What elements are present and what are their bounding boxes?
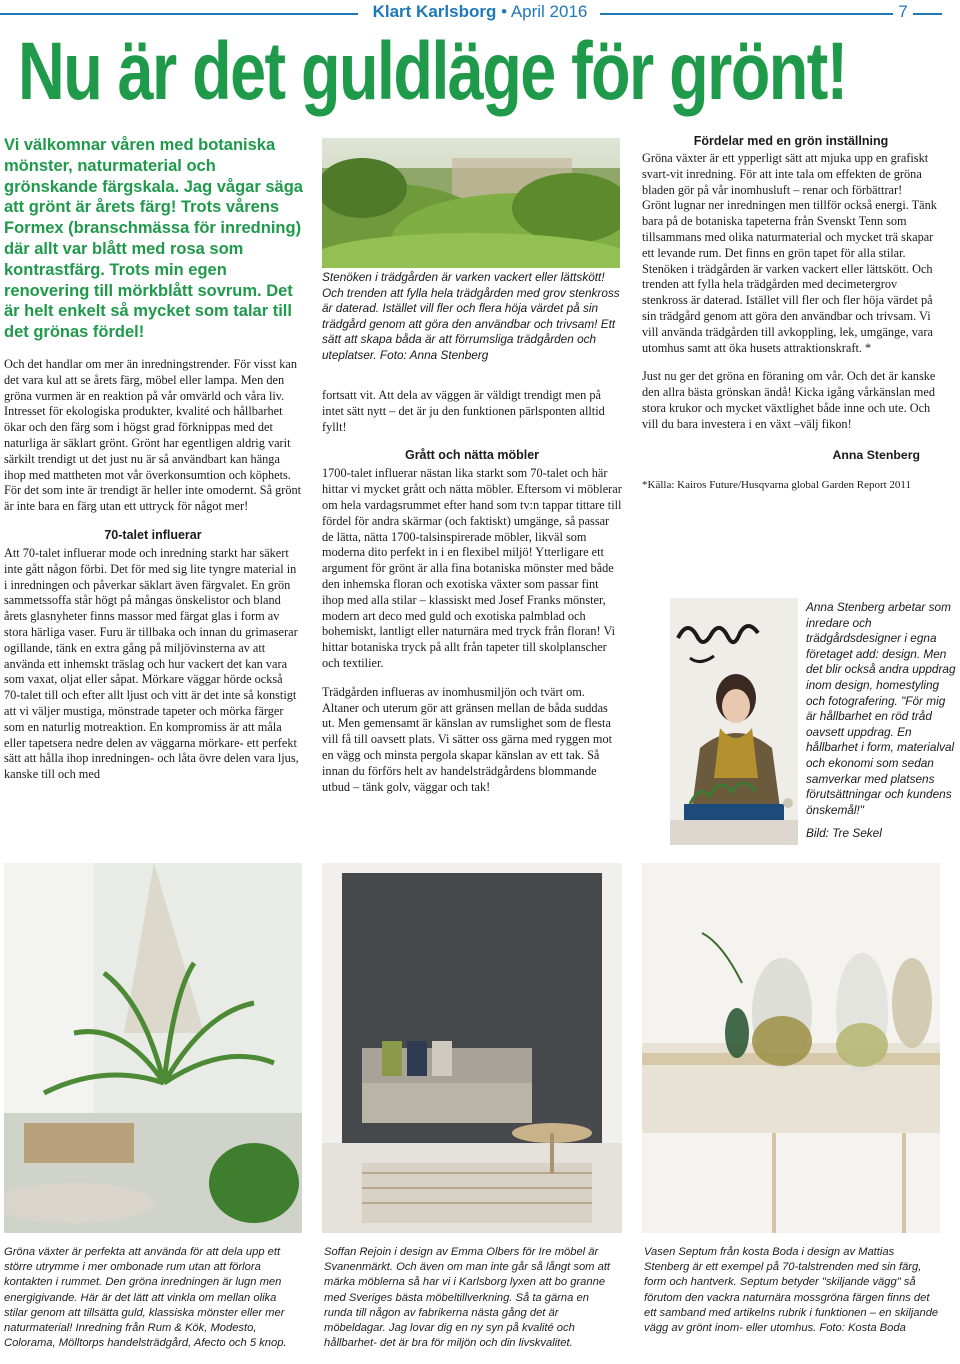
- sofa-photo: [322, 863, 622, 1233]
- col2-subhead: Grått och nätta möbler: [404, 448, 540, 463]
- col3-paragraph-4: Just nu ger det gröna en föraning om vår. Och det är kanske den allra bästa grönskan ändå! Kicka igång vårkänslan med stora krukor och mycket växtlighet både inne och ute. Och vill du bara investera i en växt –välj fikon!: [642, 369, 936, 431]
- header-rule-right: [600, 13, 942, 15]
- vase-image: [642, 863, 940, 1233]
- vase-photo: [642, 863, 940, 1233]
- author-name: Anna Stenberg: [832, 447, 920, 462]
- col3-subhead: Fördelar med en grön inställning: [693, 134, 889, 148]
- sofa-image: [322, 863, 622, 1233]
- header-rule-left: [0, 13, 358, 15]
- header-bullet: •: [501, 2, 508, 21]
- col2-paragraph-1: fortsatt vit. Att dela av väggen är väldigt trendigt men på intet sätt nytt – det är ju den funktionen pärlsponten alltid fyllt!: [322, 388, 605, 434]
- page-number: 7: [893, 2, 913, 22]
- caption-bottom-right: Vasen Septum från kosta Boda i design av Mattias Stenberg är ett exempel på 70-talstrenden med sin färg, form och hantverk. Septum betyder "skiljande vägg" så förutom den vackra naturnära mossgröna färgen finns det ett samband med artikelns rubrik i funktionen – en skiljande vägg av grönt inom- eller utomhus. Foto: Kosta Boda: [644, 1246, 939, 1335]
- col1-subhead: 70-talet influerar: [104, 527, 202, 542]
- portrait-photo: [670, 598, 798, 845]
- col2-paragraph-2: 1700-talet influerar nästan lika starkt som 70-talet och här hittar vi mycket grått och nätta möbler. Eftersom vi möblerar om hela vardagsrummet efter hand som tv:n tappar tittare till fördel för andra skärmar (och faktiskt) umgänge, så passar de lätta, nätta 1700-talsinspirerade möbler, likväl som moderna dito perfekt in i en flexibel miljö! Ytterligare ett argument för grönt är alla fina botaniska mönster med både den inhemska floran och exotiska växter som passar fint ihop med alla stilar – klassiskt med Josef Franks mönster, modern art deco med guld och exotiska palmblad och bohemiskt, lantligt eller naturnära med tryck från floran! Vi hittar botaniska tryck på allt från tapeter till skolplanscher och textilier.: [322, 466, 622, 670]
- portrait-image: [670, 598, 798, 845]
- portrait-credit: Bild: Tre Sekel: [806, 826, 882, 841]
- garden-photo: [322, 138, 620, 268]
- lead-paragraph: Vi välkomnar våren med botaniska mönster, naturmaterial och grönskande färgskala. Jag vågar säga att grönt är årets färg! Trots vårens Formex (branschmässa för inredning) där allt var blått med rosa som kontrastfärg. Trots min egen renovering till mörkblått sovrum. Det är helt enkelt så mycket som talar till det grönas fördel!: [4, 136, 303, 342]
- column-3: [642, 134, 940, 494]
- portrait-caption-text: Anna Stenberg arbetar som inredare och trädgårdsdesigner i egna företaget add: design. Men det blir också andra uppdrag inom design, homestyling och fotografering. "För mig är hållbarhet en röd tråd oavsett uppdrag. En hållbarhet i form, materialval och ekonomi som sedan samverkar med platsens förutsättningar och kundens önskemål!": [806, 600, 956, 817]
- column-2: [322, 388, 622, 808]
- col1-paragraph-1: Och det handlar om mer än inredningstrender. För visst kan det vara kul att se årets färg, möbel eller lampa. Men den gröna vurmen är en reaktion på vår omvärld och våra liv. Intresset för ekologiska produkter, kvalité och hållbarhet ökar och den färg som i högst grad förknippas med det naturliga är säklart grönt. Grönt har egentligen aldrig varit särkilt trendigt ut det just nu är så användbart kan hänga ihop med mattheten mot vår överkonsumtion och köphets. För det som inte är trendigt är heller inte omodernt. Så grönt är inte bara en färg utan ett uttryck för något mer!: [4, 357, 302, 514]
- portrait-caption: [806, 600, 956, 842]
- publication-name: Klart Karlsborg: [372, 2, 497, 21]
- col3-paragraph-2: Grönt lugnar ner inredningen men tillför också energi. Tänk bara på de botaniska tapeterna från Svenskt Tenn som tillsammans med olika naturmaterial och mycket trä skapar ett levande rum. Det finns en grön tapet för alla stilar.: [642, 198, 937, 260]
- column-1: [4, 357, 302, 796]
- caption-bottom-left: Gröna växter är perfekta att använda för att dela upp ett större utrymme i mer ombonade rum utan att förlora kontakten i rummet. Den gröna inredningen är lugn men energigivande. Här är det lätt att vinkla om mellan olika stilar genom att tillsätta guld, klassiska mönster eller mer naturmaterial! Inredning från Rum & Kök, Modesto, Colorama, Mölltorps handelsträdgård, Afecto och 5 knop.: [4, 1246, 287, 1350]
- headline: Nu är det guldläge för grönt!: [18, 26, 847, 117]
- source-footnote: *Källa: Kairos Future/Husqvarna global Garden Report 2011: [642, 479, 912, 492]
- col2-paragraph-3: Trädgården influeras av inomhusmiljön och tvärt om. Altaner och uterum gör att gränsen mellan de båda suddas ut. Men gemensamt är känslan av rumslighet som de flesta vill få till oavsett plats. Vi sätter oss gärna med ryggen mot en vägg och minsta pergola skapar känslan av ett tak. Så innan du förförs helt av handelsträdgårdens blommande utbud – tänk golv, väggar och tak!: [322, 684, 613, 794]
- garden-image: [322, 138, 620, 268]
- col1-paragraph-2: Att 70-talet influerar mode och inredning starkt har säkert inte gått någon förbi. Det för med sig lite tyngre material in i inredningen och påverkar säklart även färgvalet. En grön sammetssoffa står högt på mångas önskelistor och bland årets glasnyheter finns massor med färgat glas i form av stora härliga vaser. Furu är tillbaka och innan du grimaserar ogillande, tänk en extra gång på miljövinsterna av att använda ett inhemskt träslag och hur vackert det kan vara som vaxat, oljat eller såpat. Mörkare väggar hörde också 70-talet till och efter allt ljust och vitt är det inte så konstigt att vi väljer mustiga, mönstrade tapeter och mörka färger som en naturlig motreaktion. En kompromiss är att måla eller tapetsera nedre delen av väggarna mörkare- ett perfekt sätt att hålla ihop inredningen- och låta övre delen vara ljus, kanske till och med: [4, 545, 299, 782]
- garden-photo-caption: Stenöken i trädgården är varken vackert eller lättskött! Och trenden att fylla hela trädgården med grov stenkross är daterad. Istället vill fler och flera höja värdet på sin trädgård genom att göra den användbar och trivsam! Ett sätt att skapa båda är att förrumsliga trädgården och uteplatser. Foto: Anna Stenberg: [322, 270, 620, 362]
- col3-paragraph-3: Stenöken i trädgården är varken vackert eller lättskött. Och trenden att fylla hela trädgården med decimetergrov stenkross är daterad. Istället vill fler och fler höja värdet på sin trädgård genom att göra den användbar och trivsam. Vi vill använda trädgården till avkoppling, lek, umgänge, vara utomhus samt att öka husets attraktionskraft. *: [642, 261, 933, 355]
- caption-bottom-middle: Soffan Rejoin i design av Emma Olbers för Ire möbel är Svanenmärkt. Och även om man inte går så långt som att märka möblerna så har vi i Karlsborg lyxen att bo granne med Sveriges bästa möbeltillverkning. Så ta gärna en runda till någon av fabrikerna nästa gång det är möbeldagar. Jag lovar dig en ny syn på kvalité och hållbarhet- det är bra för miljön och din livskvalitet.: [324, 1246, 611, 1350]
- plant-room-image: [4, 863, 302, 1233]
- col3-paragraph-1: Gröna växter är ett ypperligt sätt att mjuka upp en grafiskt svart-vit inredning. För att inte tala om effekten de gröna bladen gör på vår inomhusluft – renar och förbättrar!: [642, 151, 929, 197]
- issue-date: April 2016: [510, 2, 588, 21]
- plant-room-photo: [4, 863, 302, 1233]
- header-publication-line: [360, 2, 600, 22]
